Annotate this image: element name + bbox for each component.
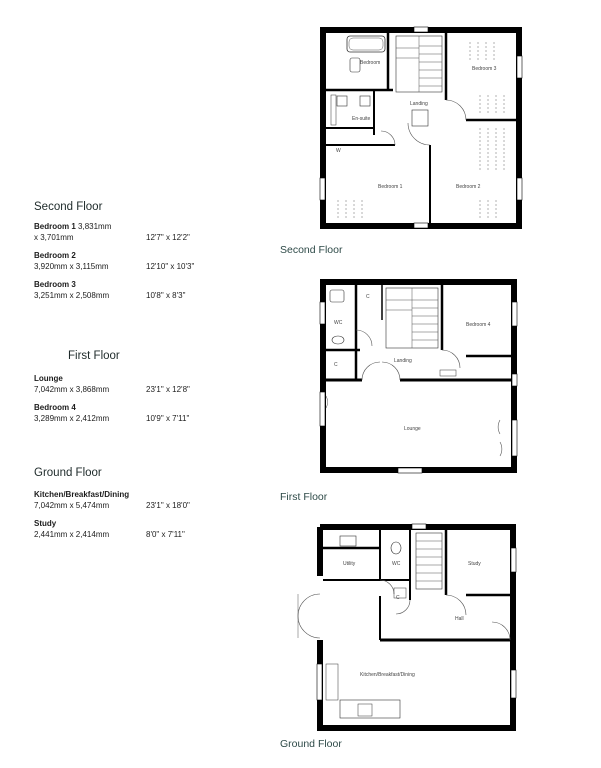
room-name: Study (34, 519, 57, 528)
first-floor-heading: First Floor (68, 350, 120, 362)
room-imperial: 10'9" x 7'11" (146, 414, 190, 423)
room-metric: 3,251mm x 2,508mm (34, 291, 110, 300)
second-floor-heading: Second Floor (34, 201, 103, 213)
room-imperial: 23'1" x 18'0" (146, 501, 190, 510)
label-landing: Landing (394, 358, 412, 364)
label-bedroom-1: Bedroom 1 (378, 184, 403, 190)
ground-floor-plan (298, 524, 516, 728)
second-floor-plan-label: Second Floor (280, 244, 343, 256)
label-wc: WC (392, 561, 401, 567)
label-landing: Landing (410, 101, 428, 107)
label-cupboard: C (396, 595, 400, 601)
room-name: Kitchen/Breakfast/Dining (34, 490, 130, 499)
room-name: Bedroom 1 (34, 222, 76, 231)
first-floor-plan-label: First Floor (280, 491, 328, 503)
label-utility: Utility (343, 561, 356, 567)
room-imperial: 12'7" x 12'2" (146, 233, 190, 242)
room-metric: 3,289mm x 2,412mm (34, 414, 110, 423)
label-wc: WC (334, 320, 343, 326)
room-name: Lounge (34, 374, 63, 383)
room-name: Bedroom 4 (34, 403, 76, 412)
label-lounge: Lounge (404, 426, 421, 432)
label-cupboard-2: C (334, 362, 338, 368)
first-floor-plan (320, 282, 517, 473)
room-metric: 7,042mm x 3,868mm (34, 385, 110, 394)
label-bedroom-2: Bedroom 2 (456, 184, 481, 190)
room-imperial: 8'0" x 7'11" (146, 530, 185, 539)
ground-floor-plan-label: Ground Floor (280, 738, 342, 750)
label-cupboard: C (366, 294, 370, 300)
room-imperial: 23'1" x 12'8" (146, 385, 190, 394)
second-floor-plan (320, 27, 522, 228)
room-name: Bedroom 3 (34, 280, 76, 289)
ground-floor-heading: Ground Floor (34, 467, 102, 479)
room-metric-b: x 3,701mm (34, 233, 74, 242)
label-bedroom-3: Bedroom 3 (472, 66, 497, 72)
room-metric-a: 3,831mm (78, 222, 112, 231)
label-study: Study (468, 561, 481, 567)
room-metric: 2,441mm x 2,414mm (34, 530, 110, 539)
room-metric: 3,920mm x 3,115mm (34, 262, 109, 271)
room-metric: 7,042mm x 5,474mm (34, 501, 110, 510)
label-bedroom-4: Bedroom 4 (466, 322, 491, 328)
label-ensuite: En-suite (352, 116, 371, 122)
label-bedroom: Bedroom (360, 60, 381, 66)
room-imperial: 10'8" x 8'3" (146, 291, 186, 300)
room-imperial: 12'10" x 10'3" (146, 262, 195, 271)
label-hall: Hall (455, 616, 464, 622)
room-name: Bedroom 2 (34, 251, 76, 260)
label-kitchen: Kitchen/Breakfast/Dining (360, 672, 415, 678)
label-w: W (336, 148, 341, 154)
